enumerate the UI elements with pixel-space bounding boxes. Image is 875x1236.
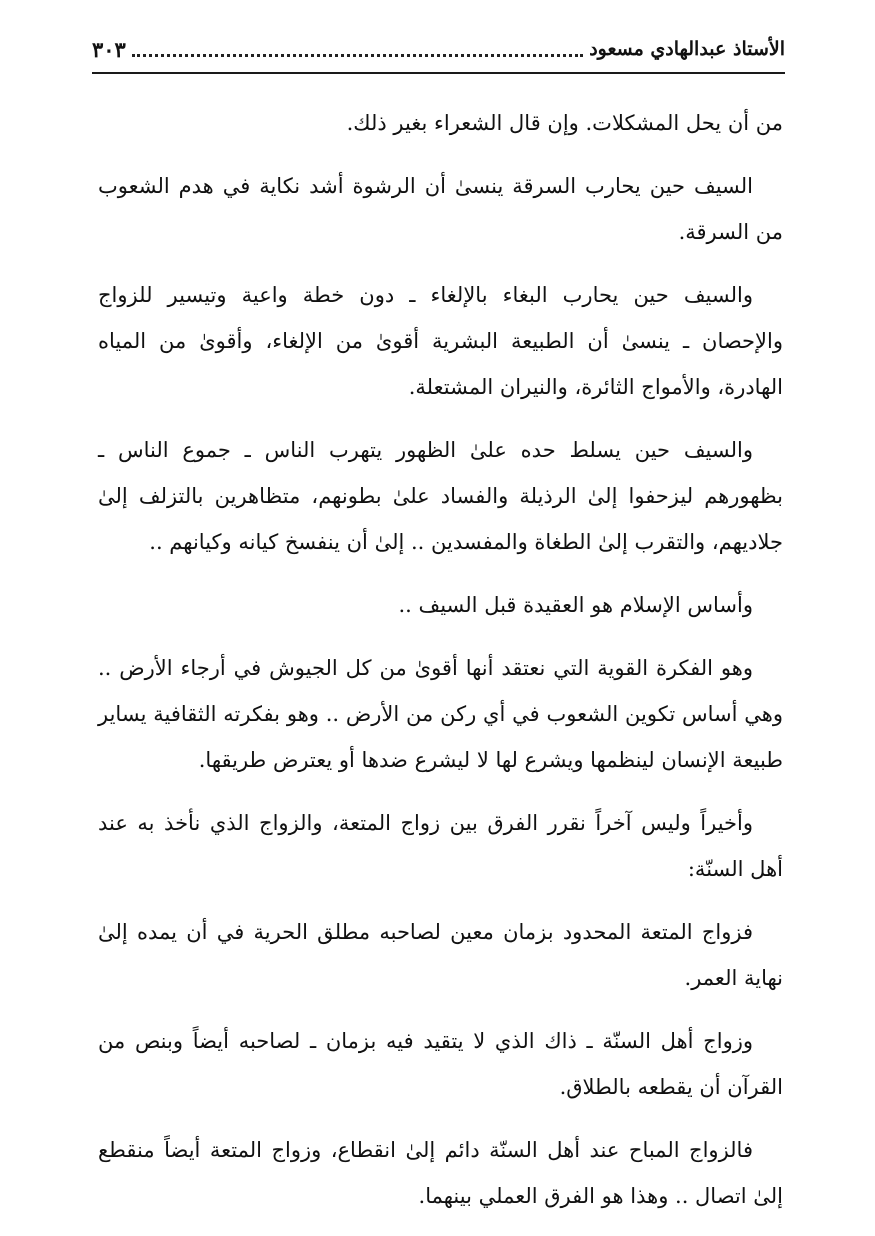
page-number: ٣٠٣ [92, 36, 126, 62]
paragraph: السيف حين يحارب السرقة ينسىٰ أن الرشوة أشد نكاية في هدم الشعوب من السرقة. [98, 174, 783, 244]
paragraph: فزواج المتعة المحدود بزمان معين لصاحبه مطلق الحرية في أن يمده إلىٰ نهاية العمر. [98, 920, 783, 990]
header-rule [92, 72, 785, 74]
page-header [92, 34, 785, 64]
body-text [98, 100, 783, 1236]
paragraph: فالزواج المباح عند أهل السنّة دائم إلىٰ انقطاع، وزواج المتعة أيضاً منقطع إلىٰ اتصال .. وهذا هو الفرق العملي بينهما. [98, 1138, 783, 1208]
paragraph: وأخيراً وليس آخراً نقرر الفرق بين زواج المتعة، والزواج الذي نأخذ به عند أهل السنّة: [98, 811, 783, 881]
paragraph: وأساس الإسلام هو العقيدة قبل السيف .. [398, 593, 753, 617]
paragraph: من أن يحل المشكلات. وإن قال الشعراء بغير ذلك. [346, 111, 783, 135]
paragraph: والسيف حين يسلط حده علىٰ الظهور يتهرب الناس ـ جموع الناس ـ بظهورهم ليزحفوا إلىٰ الرذيلة والفساد علىٰ بطونهم، متظاهرين بالتزلف إلىٰ جلاديهم، والتقرب إلىٰ الطغاة والمفسدين .. إلىٰ أن ينفسخ كيانه وكيانهم .. [98, 438, 783, 554]
paragraph: وهو الفكرة القوية التي نعتقد أنها أقوىٰ من كل الجيوش في أرجاء الأرض .. وهي أساس تكوين الشعوب في أي ركن من الأرض .. وهو بفكرته الثقافية يساير طبيعة الإنسان لينظمها ويشرع لها لا ليشرع ضدها أو يعترض طريقها. [98, 656, 783, 772]
paragraph: وزواج أهل السنّة ـ ذاك الذي لا يتقيد فيه بزمان ـ لصاحبه أيضاً وبنص من القرآن أن يقطعه بالطلاق. [98, 1029, 783, 1099]
paragraph: والسيف حين يحارب البغاء بالإلغاء ـ دون خطة واعية وتيسير للزواج والإحصان ـ ينسىٰ أن الطبيعة البشرية أقوىٰ من الإلغاء، وأقوىٰ من المياه الهادرة، والأمواج الثائرة، والنيران المشتعلة. [98, 283, 783, 399]
running-title: الأستاذ عبدالهادي مسعود [589, 38, 785, 60]
header-dot-leader [132, 42, 583, 57]
